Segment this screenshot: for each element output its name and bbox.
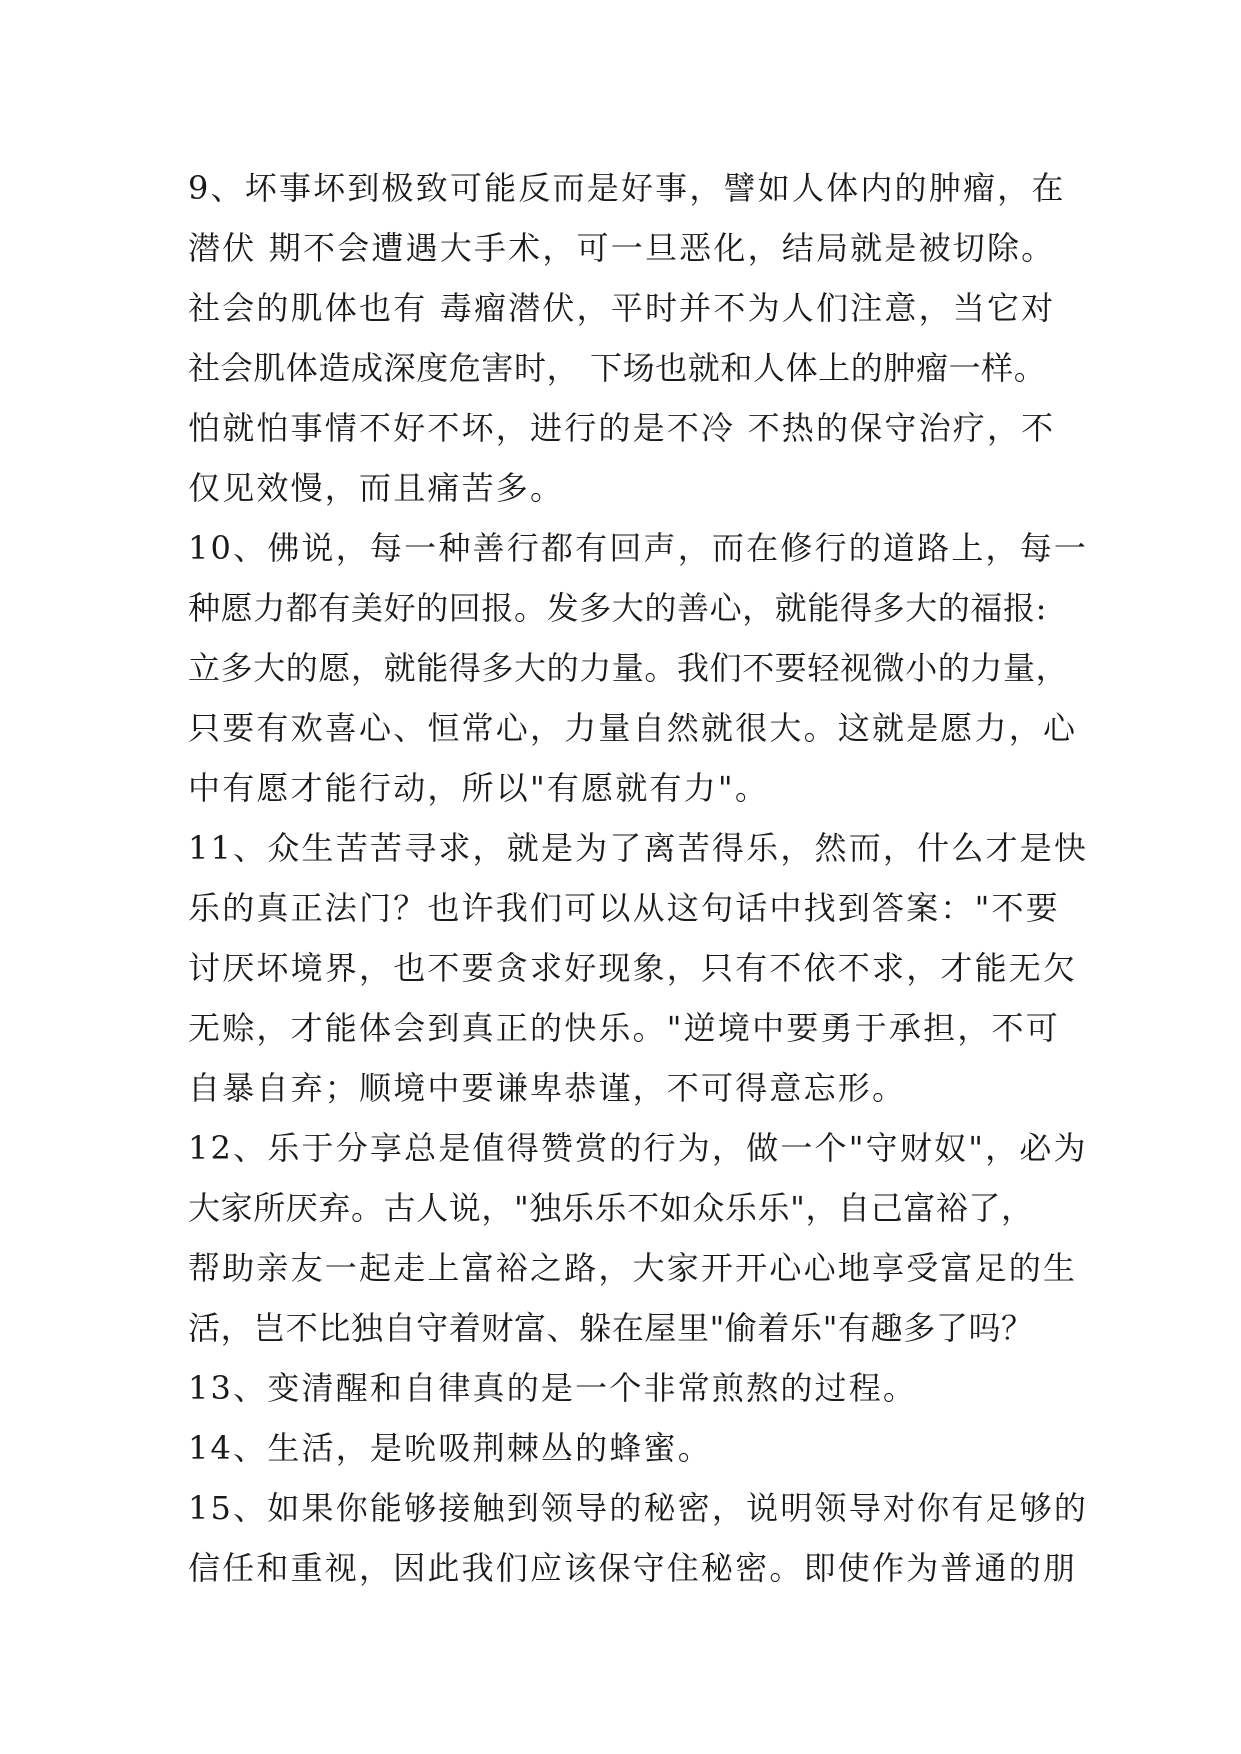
text-line: 怕就怕事情不好不坏，进行的是不冷 不热的保守治疗，不	[188, 409, 1056, 447]
text-line: 11、众生苦苦寻求，就是为了离苦得乐，然而，什么才是快	[188, 829, 1089, 867]
text-line: 信任和重视，因此我们应该保守住秘密。即使作为普通的朋	[188, 1549, 1078, 1587]
text-line: 社会的肌体也有 毒瘤潜伏，平时并不为人们注意，当它对	[188, 289, 1056, 327]
text-line: 13、变清醒和自律真的是一个非常煎熬的过程。	[188, 1369, 918, 1407]
text-line: 中有愿才能行动，所以"有愿就有力"。	[188, 769, 770, 807]
text-line: 自暴自弃；顺境中要谦卑恭谨，不可得意忘形。	[188, 1069, 907, 1107]
text-line: 12、乐于分享总是值得赞赏的行为，做一个"守财奴"，必为	[188, 1129, 1088, 1167]
text-line: 10、佛说，每一种善行都有回声，而在修行的道路上，每一	[188, 529, 1089, 567]
text-line: 仅见效慢，而且痛苦多。	[188, 469, 565, 507]
text-line: 乐的真正法门？也许我们可以从这句话中找到答案："不要	[188, 889, 1060, 927]
text-line: 讨厌坏境界，也不要贪求好现象，只有不依不求，才能无欠	[188, 949, 1078, 987]
text-line: 潜伏 期不会遭遇大手术，可一旦恶化，结局就是被切除。	[188, 229, 1056, 267]
text-line: 种愿力都有美好的回报。发多大的善心，就能得多大的福报:	[188, 589, 1047, 627]
text-line: 活，岂不比独自守着财富、躲在屋里"偷着乐"有趣多了吗？	[188, 1309, 1034, 1347]
text-line: 9、坏事坏到极致可能反而是好事，譬如人体内的肿瘤，在	[188, 169, 1066, 207]
document-body	[188, 158, 1089, 1598]
text-line: 15、如果你能够接触到领导的秘密，说明领导对你有足够的	[188, 1489, 1089, 1527]
text-line: 只要有欢喜心、恒常心，力量自然就很大。这就是愿力，心	[188, 709, 1078, 747]
text-line: 14、生活，是吮吸荆棘丛的蜂蜜。	[188, 1429, 712, 1467]
text-line: 立多大的愿，就能得多大的力量。我们不要轻视微小的力量，	[188, 649, 1069, 687]
text-line: 无赊，才能体会到真正的快乐。"逆境中要勇于承担，不可	[188, 1009, 1060, 1047]
text-line: 社会肌体造成深度危害时， 下场也就和人体上的肿瘤一样。	[188, 349, 1047, 387]
text-line: 大家所厌弃。古人说，"独乐乐不如众乐乐"，自己富裕了，	[188, 1189, 1034, 1227]
text-line: 帮助亲友一起走上富裕之路，大家开开心心地享受富足的生	[188, 1249, 1078, 1287]
